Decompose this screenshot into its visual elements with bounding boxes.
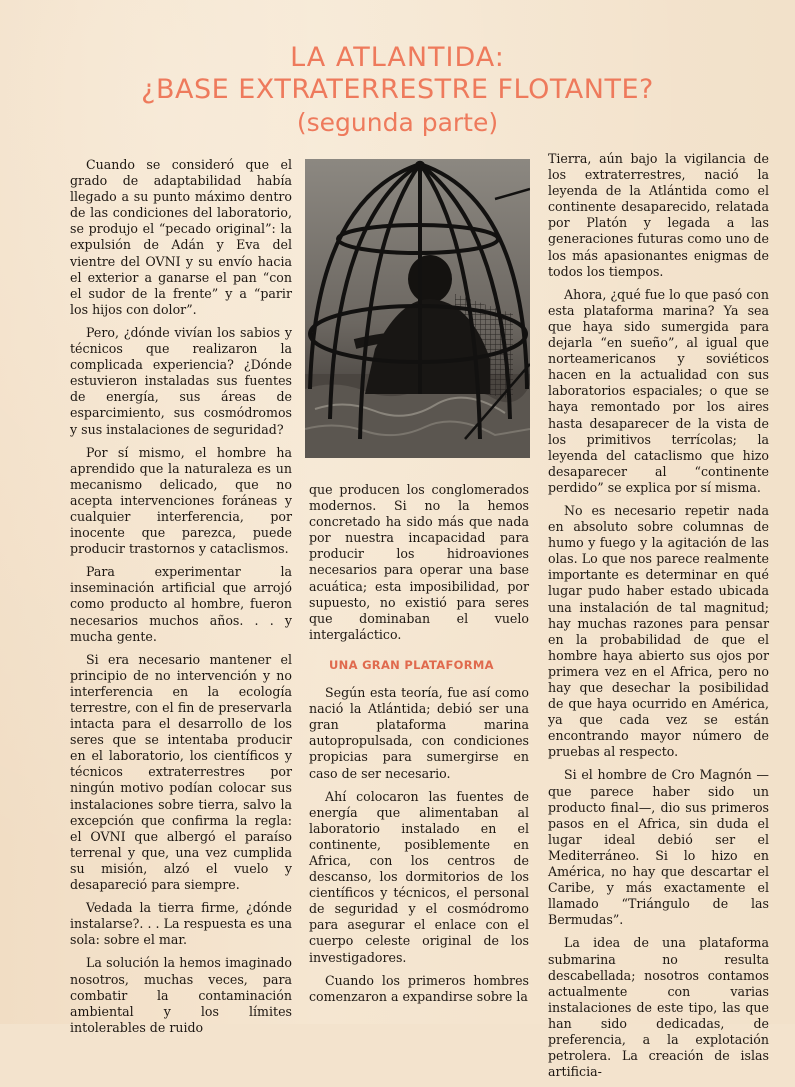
paragraph: No es necesario repetir nada en absoluto sobre columnas de humo y fuego y la agitación de las olas. Lo que nos parece realmente importante es determinar en qué lugar pudo haber estado ubicada una instalación de tal magnitud; hay muchas razones para pensar en la probabilidad de que el hombre haya abierto sus ojos por primera vez en el Africa, pero no hay que desechar la posibilidad de que haya ocurrido en América, ya que cada vez se están encontrando mayor número de pruebas al respecto. — [548, 502, 769, 760]
paragraph: Vedada la tierra firme, ¿dónde instalarse?. . . La respuesta es una sola: sobre el mar. — [70, 900, 292, 948]
text-column-2 — [309, 482, 529, 1012]
text-column-3 — [548, 151, 769, 1087]
paragraph: Ahora, ¿qué fue lo que pasó con esta plataforma marina? Ya sea que haya sido sumergida para dejarla “en sueño”, al igual que norteamericanos y soviéticos hacen en la actualidad con sus laboratorios espaciales; o que se haya remontado por los aires hasta desaparecer de la vista de los primitivos terrícolas; la leyenda del cataclismo que hizo desaparecer al “continente perdido” se explica por sí misma. — [548, 286, 769, 495]
paragraph: Si el hombre de Cro Magnón —que parece haber sido un producto final—, dio sus primeros pasos en el Africa, sin duda el lugar ideal debió ser el Mediterráneo. Si lo hizo en América, no hay que descartar el Caribe, y más exactamente el llamado “Triángulo de las Bermudas”. — [548, 767, 769, 928]
cage-photo — [305, 159, 530, 458]
paragraph: Cuando se consideró que el grado de adaptabilidad había llegado a su punto máximo dentro de las condiciones del laboratorio, se produjo el “pecado original”: la expulsión de Adán y Eva del vientre del OVNI y su envío hacia el exterior a ganarse el pan “con el sudor de la frente” y a “parir los hijos con dolor”. — [70, 157, 292, 317]
cage-illustration — [305, 159, 530, 458]
paragraph: Según esta teoría, fue así como nació la Atlántida; debió ser una gran plataforma marina autopropulsada, con condiciones propicias para sumergirse en caso de ser necesario. — [309, 685, 529, 781]
subheading: UNA GRAN PLATAFORMA — [329, 657, 494, 672]
paragraph: Ahí colocaron las fuentes de energía que alimentaban al laboratorio instalado en el continente, posiblemente en Africa, con los centros de descanso, los dormitorios de los científicos y técnicos, el personal de seguridad y el cosmódromo para asegurar el enlace con el cuerpo celeste original de los investigadores. — [309, 788, 529, 965]
paragraph: Cuando los primeros hombres comenzaron a expandirse sobre la — [309, 972, 529, 1004]
paragraph: que producen los conglomerados modernos. Si no la hemos concretado ha sido más que nada por nuestra incapacidad para producir los hidroaviones necesarios para operar una base acuática; esta imposibilidad, por supuesto, no existió para seres que dominaban el vuelo intergaláctico. — [309, 482, 529, 642]
title-line-2: ¿BASE EXTRATERRESTRE FLOTANTE? — [141, 74, 654, 105]
article-title — [0, 42, 795, 140]
paragraph: La idea de una plataforma submarina no resulta descabellada; nosotros contamos actualmente con varias instalaciones de este tipo, las que han sido dedicadas, de preferencia, a la explotación petrolera. La creación de islas artificia- — [548, 935, 769, 1080]
paragraph: Por sí mismo, el hombre ha aprendido que la naturaleza es un mecanismo delicado, que no acepta intervenciones foráneas y cualquier interferencia, por inocente que parezca, puede producir trastornos y cataclismos. — [70, 444, 292, 557]
paragraph: La solución la hemos imaginado nosotros, muchas veces, para combatir la contaminación ambiental y los límites intolerables de ruido — [70, 955, 292, 1035]
title-line-3: (segunda parte) — [296, 108, 499, 137]
paragraph: Para experimentar la inseminación artificial que arrojó como producto al hombre, fueron necesarios muchos años. . . y mucha gente. — [70, 564, 292, 644]
paragraph: Si era necesario mantener el principio de no intervención y no interferencia en la ecología terrestre, con el fin de preservarla intacta para el desarrollo de los seres que se intentaba producir en el laboratorio, los científicos y técnicos extraterrestres por ningún motivo podían colocar sus instalaciones sobre tierra, salvo la excepción que confirma la regla: el OVNI que albergó el paraíso terrenal y que, una vez cumplida su misión, alzó el vuelo y desapareció para siempre. — [70, 651, 292, 893]
text-column-1 — [70, 157, 292, 1043]
title-line-1: LA ATLANTIDA: — [290, 42, 505, 73]
paragraph: Pero, ¿dónde vivían los sabios y técnicos que realizaron la complicada experiencia? ¿Dónde estuvieron instaladas sus fuentes de energía, sus áreas de esparcimiento, sus cosmódromos y sus instalaciones de seguridad? — [70, 324, 292, 437]
paragraph: Tierra, aún bajo la vigilancia de los extraterrestres, nació la leyenda de la Atlántida como el continente desaparecido, relatada por Platón y legada a las generaciones futuras como uno de los más apasionantes enigmas de todos los tiempos. — [548, 151, 769, 279]
